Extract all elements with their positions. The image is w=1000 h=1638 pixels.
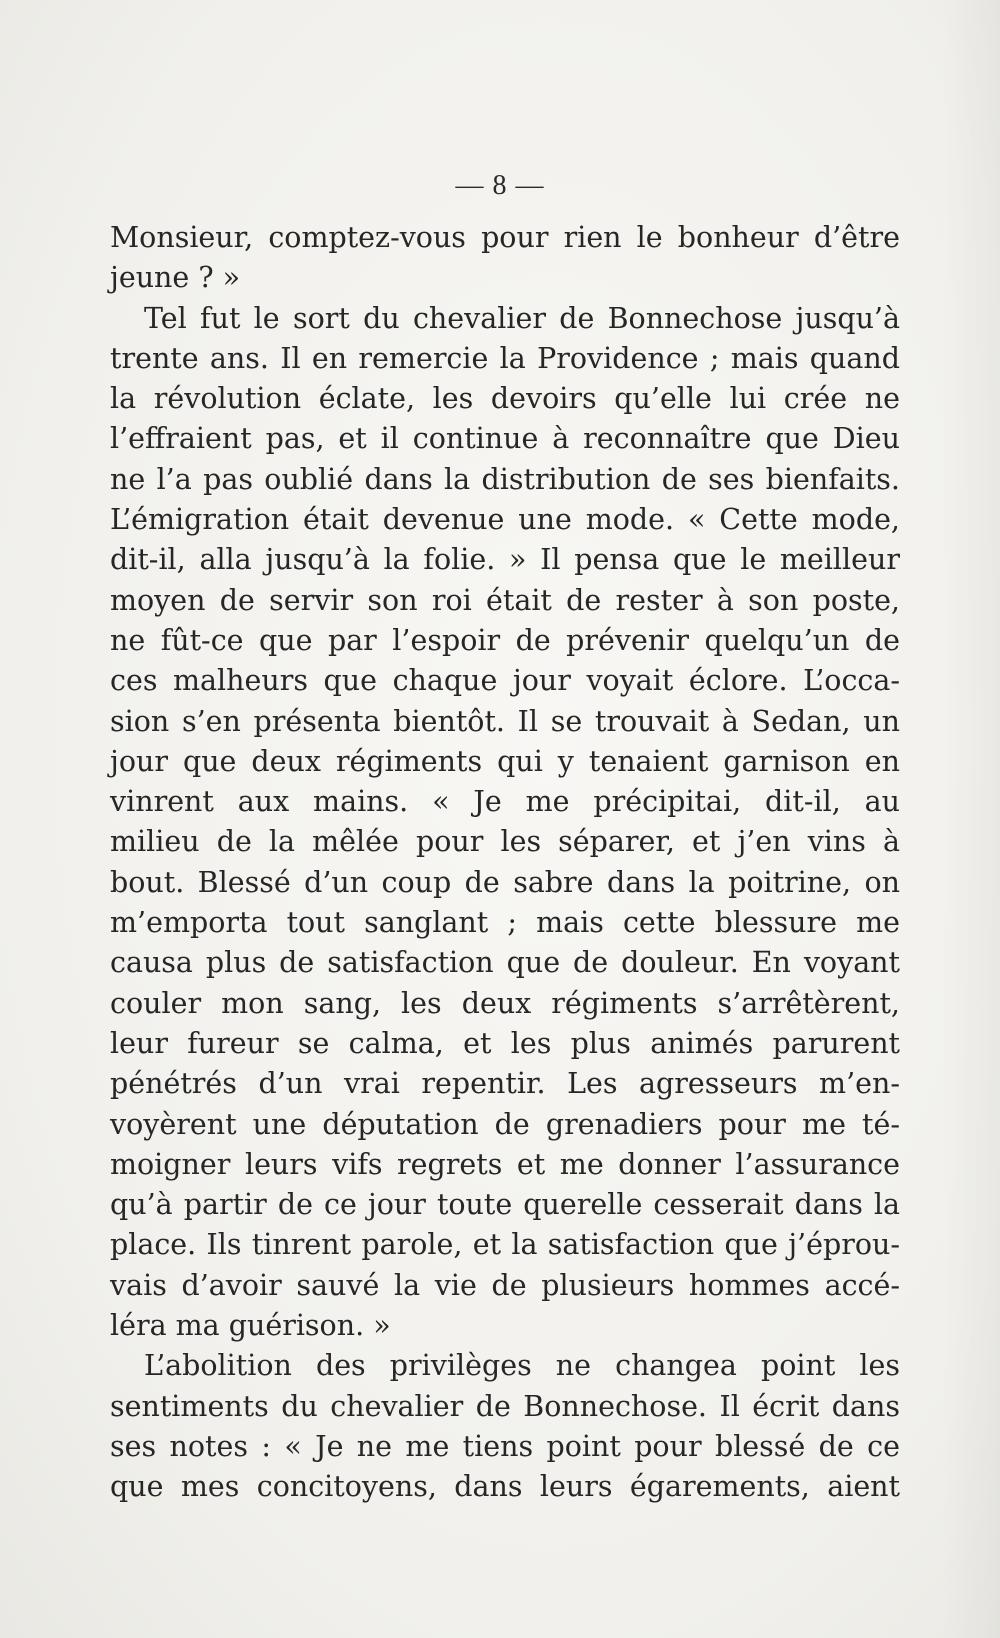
text-line: jour que deux régiments qui y tenaient garnison en	[110, 744, 900, 778]
text-line: vais d’avoir sauvé la vie de plusieurs hommes accé-	[110, 1268, 900, 1302]
text-line: trente ans. Il en remercie la Providence ; mais quand	[110, 341, 900, 375]
text-line: bout. Blessé d’un coup de sabre dans la poitrine, on	[110, 865, 900, 899]
text-line: causa plus de satisfaction que de douleur. En voyant	[110, 946, 900, 980]
text-line: ne fût-ce que par l’espoir de prévenir quelqu’un de	[110, 623, 900, 657]
text-line: jeune ? »	[110, 261, 241, 295]
text-line: m’emporta tout sanglant ; mais cette blessure me	[110, 906, 900, 940]
text-line: vinrent aux mains. « Je me précipitai, dit-il, au	[110, 785, 900, 819]
page-edge-shadow	[940, 0, 1000, 1638]
body-text	[110, 218, 900, 1508]
text-line: que mes concitoyens, dans leurs égarements, aient	[110, 1470, 900, 1504]
text-line: couler mon sang, les deux régiments s’arrêtèrent,	[110, 986, 900, 1020]
text-line: qu’à partir de ce jour toute querelle cesserait dans la	[110, 1188, 900, 1222]
text-line: L’émigration était devenue une mode. « Cette mode,	[110, 503, 900, 537]
text-line: ses notes : « Je ne me tiens point pour blessé de ce	[110, 1429, 900, 1463]
text-line: la révolution éclate, les devoirs qu’elle lui crée ne	[110, 382, 900, 416]
text-line: ne l’a pas oublié dans la distribution de ses bienfaits.	[110, 462, 900, 496]
text-line: léra ma guérison. »	[110, 1309, 391, 1343]
text-line: L’abolition des privilèges ne changea point les	[144, 1349, 900, 1383]
page-number: — 8 —	[455, 170, 545, 201]
text-line: moigner leurs vifs regrets et me donner l’assurance	[110, 1147, 900, 1181]
text-line: l’effraient pas, et il continue à reconnaître que Dieu	[110, 422, 900, 456]
text-line: dit-il, alla jusqu’à la folie. » Il pensa que le meilleur	[110, 543, 900, 577]
text-line: leur fureur se calma, et les plus animés parurent	[110, 1026, 900, 1060]
text-line: moyen de servir son roi était de rester à son poste,	[110, 583, 900, 617]
text-line: place. Ils tinrent parole, et la satisfaction que j’éprou-	[110, 1228, 900, 1262]
text-line: ces malheurs que chaque jour voyait éclore. L’occa-	[110, 664, 900, 698]
text-line: sion s’en présenta bientôt. Il se trouvait à Sedan, un	[110, 704, 900, 738]
text-line: sentiments du chevalier de Bonnechose. Il écrit dans	[110, 1389, 900, 1423]
text-line: Monsieur, comptez-vous pour rien le bonheur d’être	[110, 221, 900, 254]
text-line: milieu de la mêlée pour les séparer, et j’en vins à	[110, 825, 900, 859]
text-line: voyèrent une députation de grenadiers pour me té-	[110, 1107, 900, 1141]
text-line: Tel fut le sort du chevalier de Bonnechose jusqu’à	[144, 301, 900, 335]
text-line: pénétrés d’un vrai repentir. Les agresseurs m’en-	[110, 1067, 900, 1101]
